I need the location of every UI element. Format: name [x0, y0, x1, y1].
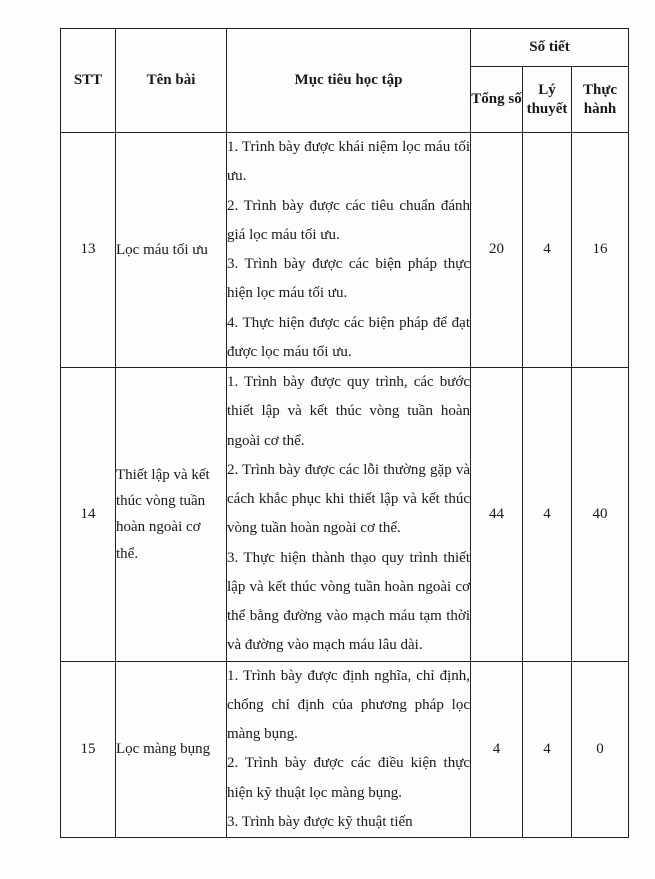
row-objectives [227, 368, 471, 662]
syllabus-table [60, 28, 629, 838]
objective-item: 1. Trình bày được định nghĩa, chỉ định, chống chỉ định của phương pháp lọc màng bụng. [227, 667, 470, 742]
row-stt: 15 [61, 661, 116, 838]
row-theory: 4 [523, 661, 572, 838]
objective-item: 4. Thực hiện được các biện pháp để đạt được lọc máu tối ưu. [227, 314, 470, 360]
row-lesson-name: Lọc máu tối ưu [116, 133, 227, 368]
row-total: 4 [471, 661, 523, 838]
row-theory: 4 [523, 133, 572, 368]
row-total: 20 [471, 133, 523, 368]
objective-item: 3. Thực hiện thành thạo quy trình thiết lập và kết thúc vòng tuần hoàn ngoài cơ thể bằng đường vào mạch máu tạm thời và đường vào mạch máu lâu dài. [227, 549, 470, 654]
objective-item: 2. Trình bày được các lỗi thường gặp và cách khắc phục khi thiết lập và kết thúc vòng tuần hoàn ngoài cơ thể. [227, 461, 470, 537]
row-practice: 0 [572, 661, 629, 838]
header-practice: Thực hành [572, 67, 629, 133]
row-lesson-name: Thiết lập và kết thúc vòng tuần hoàn ngoài cơ thể. [116, 368, 227, 662]
header-objectives: Mục tiêu học tập [227, 29, 471, 133]
row-lesson-name: Lọc màng bụng [116, 661, 227, 838]
row-practice: 16 [572, 133, 629, 368]
row-total: 44 [471, 368, 523, 662]
table-header [61, 29, 629, 133]
row-objectives [227, 661, 471, 838]
header-total: Tổng số [471, 67, 523, 133]
objective-item: 3. Trình bày được các biện pháp thực hiện lọc máu tối ưu. [227, 256, 470, 302]
header-stt: STT [61, 29, 116, 133]
header-periods: Số tiết [471, 29, 629, 67]
row-objectives [227, 133, 471, 368]
row-stt: 14 [61, 368, 116, 662]
objective-item: 3. Trình bày được kỹ thuật tiến [227, 813, 413, 830]
objective-item: 2. Trình bày được các điều kiện thực hiện kỹ thuật lọc màng bụng. [227, 755, 470, 801]
objective-item: 1. Trình bày được quy trình, các bước thiết lập và kết thúc vòng tuần hoàn ngoài cơ thể. [227, 374, 470, 449]
table-row [61, 133, 629, 368]
table-row [61, 661, 629, 838]
row-stt: 13 [61, 133, 116, 368]
table-row [61, 368, 629, 662]
objective-item: 2. Trình bày được các tiêu chuẩn đánh giá lọc máu tối ưu. [227, 197, 470, 243]
row-practice: 40 [572, 368, 629, 662]
objective-item: 1. Trình bày được khái niệm lọc máu tối ưu. [227, 139, 470, 185]
row-theory: 4 [523, 368, 572, 662]
header-lesson-name: Tên bài [116, 29, 227, 133]
header-theory: Lý thuyết [523, 67, 572, 133]
